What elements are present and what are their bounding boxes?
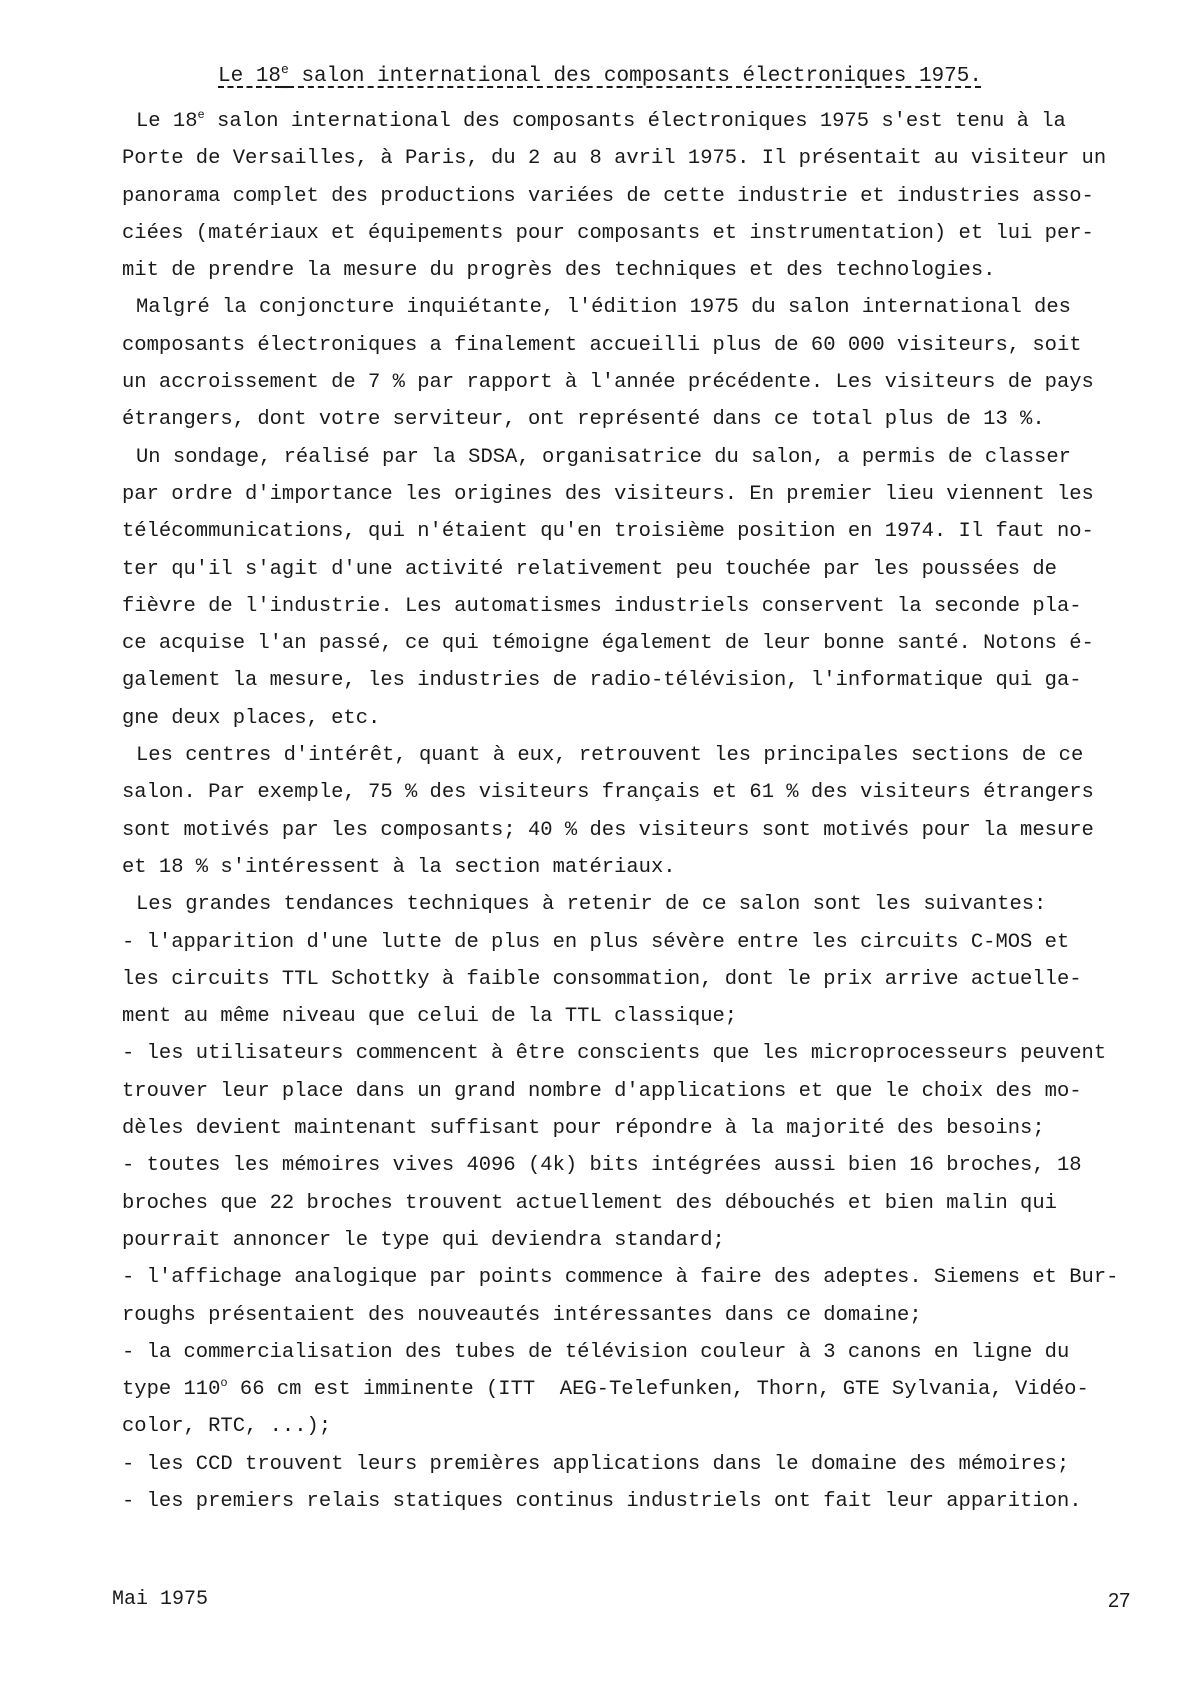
line-text-after: salon international des composants électroniques 1975 s'est tenu à la [204,110,1066,133]
line-text: ce acquise l'an passé, ce qui témoigne également de leur bonne santé. Notons é- [122,632,1094,656]
line-text: les circuits TTL Schottky à faible consommation, dont le prix arrive actuelle- [122,967,1082,991]
text-line [122,1147,1122,1184]
text-line [122,998,1122,1035]
line-text: - toutes les mémoires vives 4096 (4k) bits intégrées aussi bien 16 broches, 18 [122,1154,1082,1178]
text-line [122,1446,1122,1483]
text-line [122,252,1122,289]
line-text: Un sondage, réalisé par la SDSA, organisatrice du salon, a permis de classer [136,445,1071,469]
line-text: par ordre d'importance les origines des visiteurs. En premier lieu viennent les [122,482,1094,506]
line-text: galement la mesure, les industries de radio-télévision, l'informatique qui ga- [122,669,1082,693]
line-text: mit de prendre la mesure du progrès des techniques et des technologies. [122,259,996,283]
page-number: 27 [1108,1590,1131,1612]
text-line [122,774,1122,811]
text-line [122,1297,1122,1334]
text-line [122,439,1122,476]
line-text: broches que 22 broches trouvent actuellement des débouchés et bien malin qui [122,1191,1057,1215]
line-text: type 110 [122,1378,221,1402]
text-line [122,849,1122,886]
line-text: - la commercialisation des tubes de télévision couleur à 3 canons en ligne du [122,1340,1070,1364]
text-line [122,1408,1122,1445]
document-title [0,56,1200,91]
text-line [122,289,1122,326]
line-text: ciées (matériaux et équipements pour composants et instrumentation) et lui per- [122,221,1094,245]
line-text: - les utilisateurs commencent à être conscients que les microprocesseurs peuvent [122,1042,1107,1066]
text-line [122,588,1122,625]
line-text: Les grandes tendances techniques à retenir de ce salon sont les suivantes: [136,893,1047,917]
text-line [122,513,1122,550]
line-text: roughs présentaient des nouveautés intéressantes dans ce domaine; [122,1303,922,1327]
text-line [122,1259,1122,1296]
line-text: - les premiers relais statiques continus industriels ont fait leur apparition. [122,1489,1082,1513]
text-line [122,364,1122,401]
text-line [122,1222,1122,1259]
line-text: ment au même niveau que celui de la TTL classique; [122,1005,738,1029]
text-line [122,476,1122,513]
text-line [122,662,1122,699]
title-after: salon international des composants électroniques 1975. [288,65,982,88]
line-text: étrangers, dont votre serviteur, ont représenté dans ce total plus de 13 %. [122,408,1045,432]
line-text: dèles devient maintenant suffisant pour répondre à la majorité des besoins; [122,1117,1045,1141]
line-text-after: 66 cm est imminente (ITT AEG-Telefunken, Thorn, GTE Sylvania, Vidéo- [227,1378,1089,1402]
line-text: télécommunications, qui n'étaient qu'en troisième position en 1974. Il faut no- [122,520,1094,544]
line-text: color, RTC, ...); [122,1415,332,1439]
line-text: et 18 % s'intéressent à la section matériaux. [122,855,676,879]
text-line [122,178,1122,215]
line-superscript: e [197,108,205,123]
line-text: fièvre de l'industrie. Les automatismes industriels conservent la seconde pla- [122,594,1082,618]
line-text: sont motivés par les composants; 40 % des visiteurs sont motivés pour la mesure [122,818,1094,842]
text-line [122,812,1122,849]
text-line [122,1483,1122,1520]
text-line [122,215,1122,252]
text-line [122,1073,1122,1110]
title-superscript: e [281,62,289,77]
line-superscript: o [220,1376,228,1391]
footer-date: Mai 1975 [112,1588,209,1611]
line-text: Le 18 [136,110,198,133]
line-text: Les centres d'intérêt, quant à eux, retrouvent les principales sections de ce [136,744,1084,768]
text-line [122,625,1122,662]
line-text: pourrait annoncer le type qui deviendra standard; [122,1228,725,1252]
line-text: - les CCD trouvent leurs premières applications dans le domaine des mémoires; [122,1452,1070,1476]
line-text: - l'affichage analogique par points commence à faire des adeptes. Siemens et Bur- [122,1266,1119,1290]
text-line [122,401,1122,438]
text-line [122,103,1122,140]
text-line [122,1185,1122,1222]
text-line [122,961,1122,998]
line-text: trouver leur place dans un grand nombre d'applications et que le choix des mo- [122,1079,1082,1103]
line-text: salon. Par exemple, 75 % des visiteurs français et 61 % des visiteurs étrangers [122,781,1094,805]
text-line [122,1110,1122,1147]
title-before: Le 18 [218,65,282,88]
text-line [122,737,1122,774]
text-line [122,924,1122,961]
body-text [122,103,1122,1520]
line-text: ter qu'il s'agit d'une activité relativement peu touchée par les poussées de [122,557,1057,581]
text-line [122,1334,1122,1371]
text-line [122,1371,1122,1408]
line-text: Porte de Versailles, à Paris, du 2 au 8 avril 1975. Il présentait au visiteur un [122,147,1107,171]
text-line [122,886,1122,923]
line-text: un accroissement de 7 % par rapport à l'année précédente. Les visiteurs de pays [122,371,1094,395]
text-line [122,700,1122,737]
text-line [122,551,1122,588]
line-text: gne deux places, etc. [122,706,381,730]
text-line [122,140,1122,177]
text-line [122,327,1122,364]
line-text: - l'apparition d'une lutte de plus en plus sévère entre les circuits C-MOS et [122,930,1070,954]
line-text: Malgré la conjoncture inquiétante, l'édition 1975 du salon international des [136,296,1071,320]
line-text: composants électroniques a finalement accueilli plus de 60 000 visiteurs, soit [122,333,1082,357]
line-text: panorama complet des productions variées de cette industrie et industries asso- [122,184,1094,208]
text-line [122,1035,1122,1072]
